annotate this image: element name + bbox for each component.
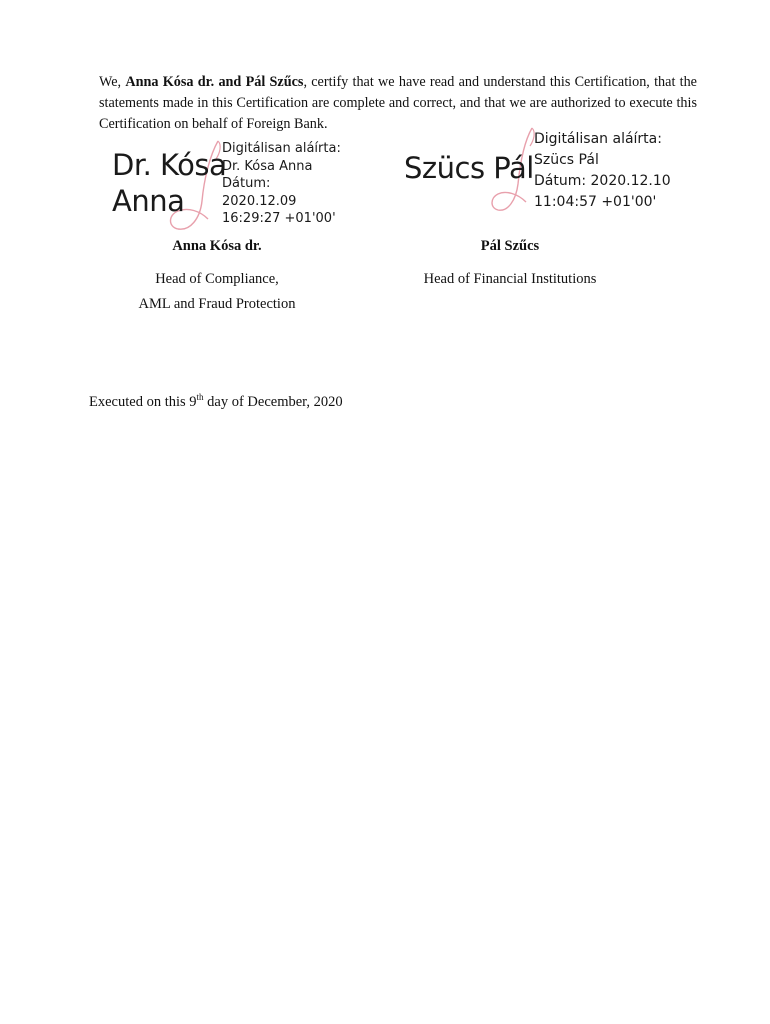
signature-left-info [222, 140, 341, 228]
signature-left-name: Dr. Kósa Anna [112, 148, 227, 218]
signature-left-info-line: Dátum: [222, 176, 271, 191]
signature-left-info-line: Dr. Kósa Anna [222, 158, 313, 174]
signature-left-info-line: 2020.12.09 [222, 193, 297, 209]
signature-left-info-line: Digitálisan aláírta: [222, 141, 341, 156]
signer-left-printed-name: Anna Kósa dr. [172, 238, 262, 254]
signature-left-info-line: 16:29:27 +01'00' [222, 211, 336, 226]
signature-right-info-line: Szücs Pál [534, 152, 599, 168]
signers-names: Anna Kósa dr. and Pál Szűcs [125, 74, 304, 90]
signature-right-info [534, 129, 671, 213]
signer-right-printed-name: Pál Szűcs [480, 238, 540, 254]
certification-text: , certify that we have read and understand this Certification, that the statements made in this Certification are complete and correct, and that we are authorized to execute this Certification on behalf of Foreign Bank. [99, 74, 697, 132]
signature-right-name: Szücs Pál [404, 151, 534, 185]
certification-paragraph [99, 72, 697, 135]
signature-right-info-line: 11:04:57 +01'00' [534, 194, 657, 210]
execution-date-line: Executed on this 9th day of December, 2020 [89, 392, 343, 410]
signature-right-info-line: Dátum: 2020.12.10 [534, 173, 671, 189]
signer-left-title-line1: Head of Compliance, [155, 271, 279, 287]
signer-right-title: Head of Financial Institutions [423, 271, 597, 287]
intro-text: We, [99, 74, 126, 90]
signature-right-info-line: Digitálisan aláírta: [534, 131, 662, 147]
signer-left-title-line2: AML and Fraud Protection [138, 296, 296, 312]
